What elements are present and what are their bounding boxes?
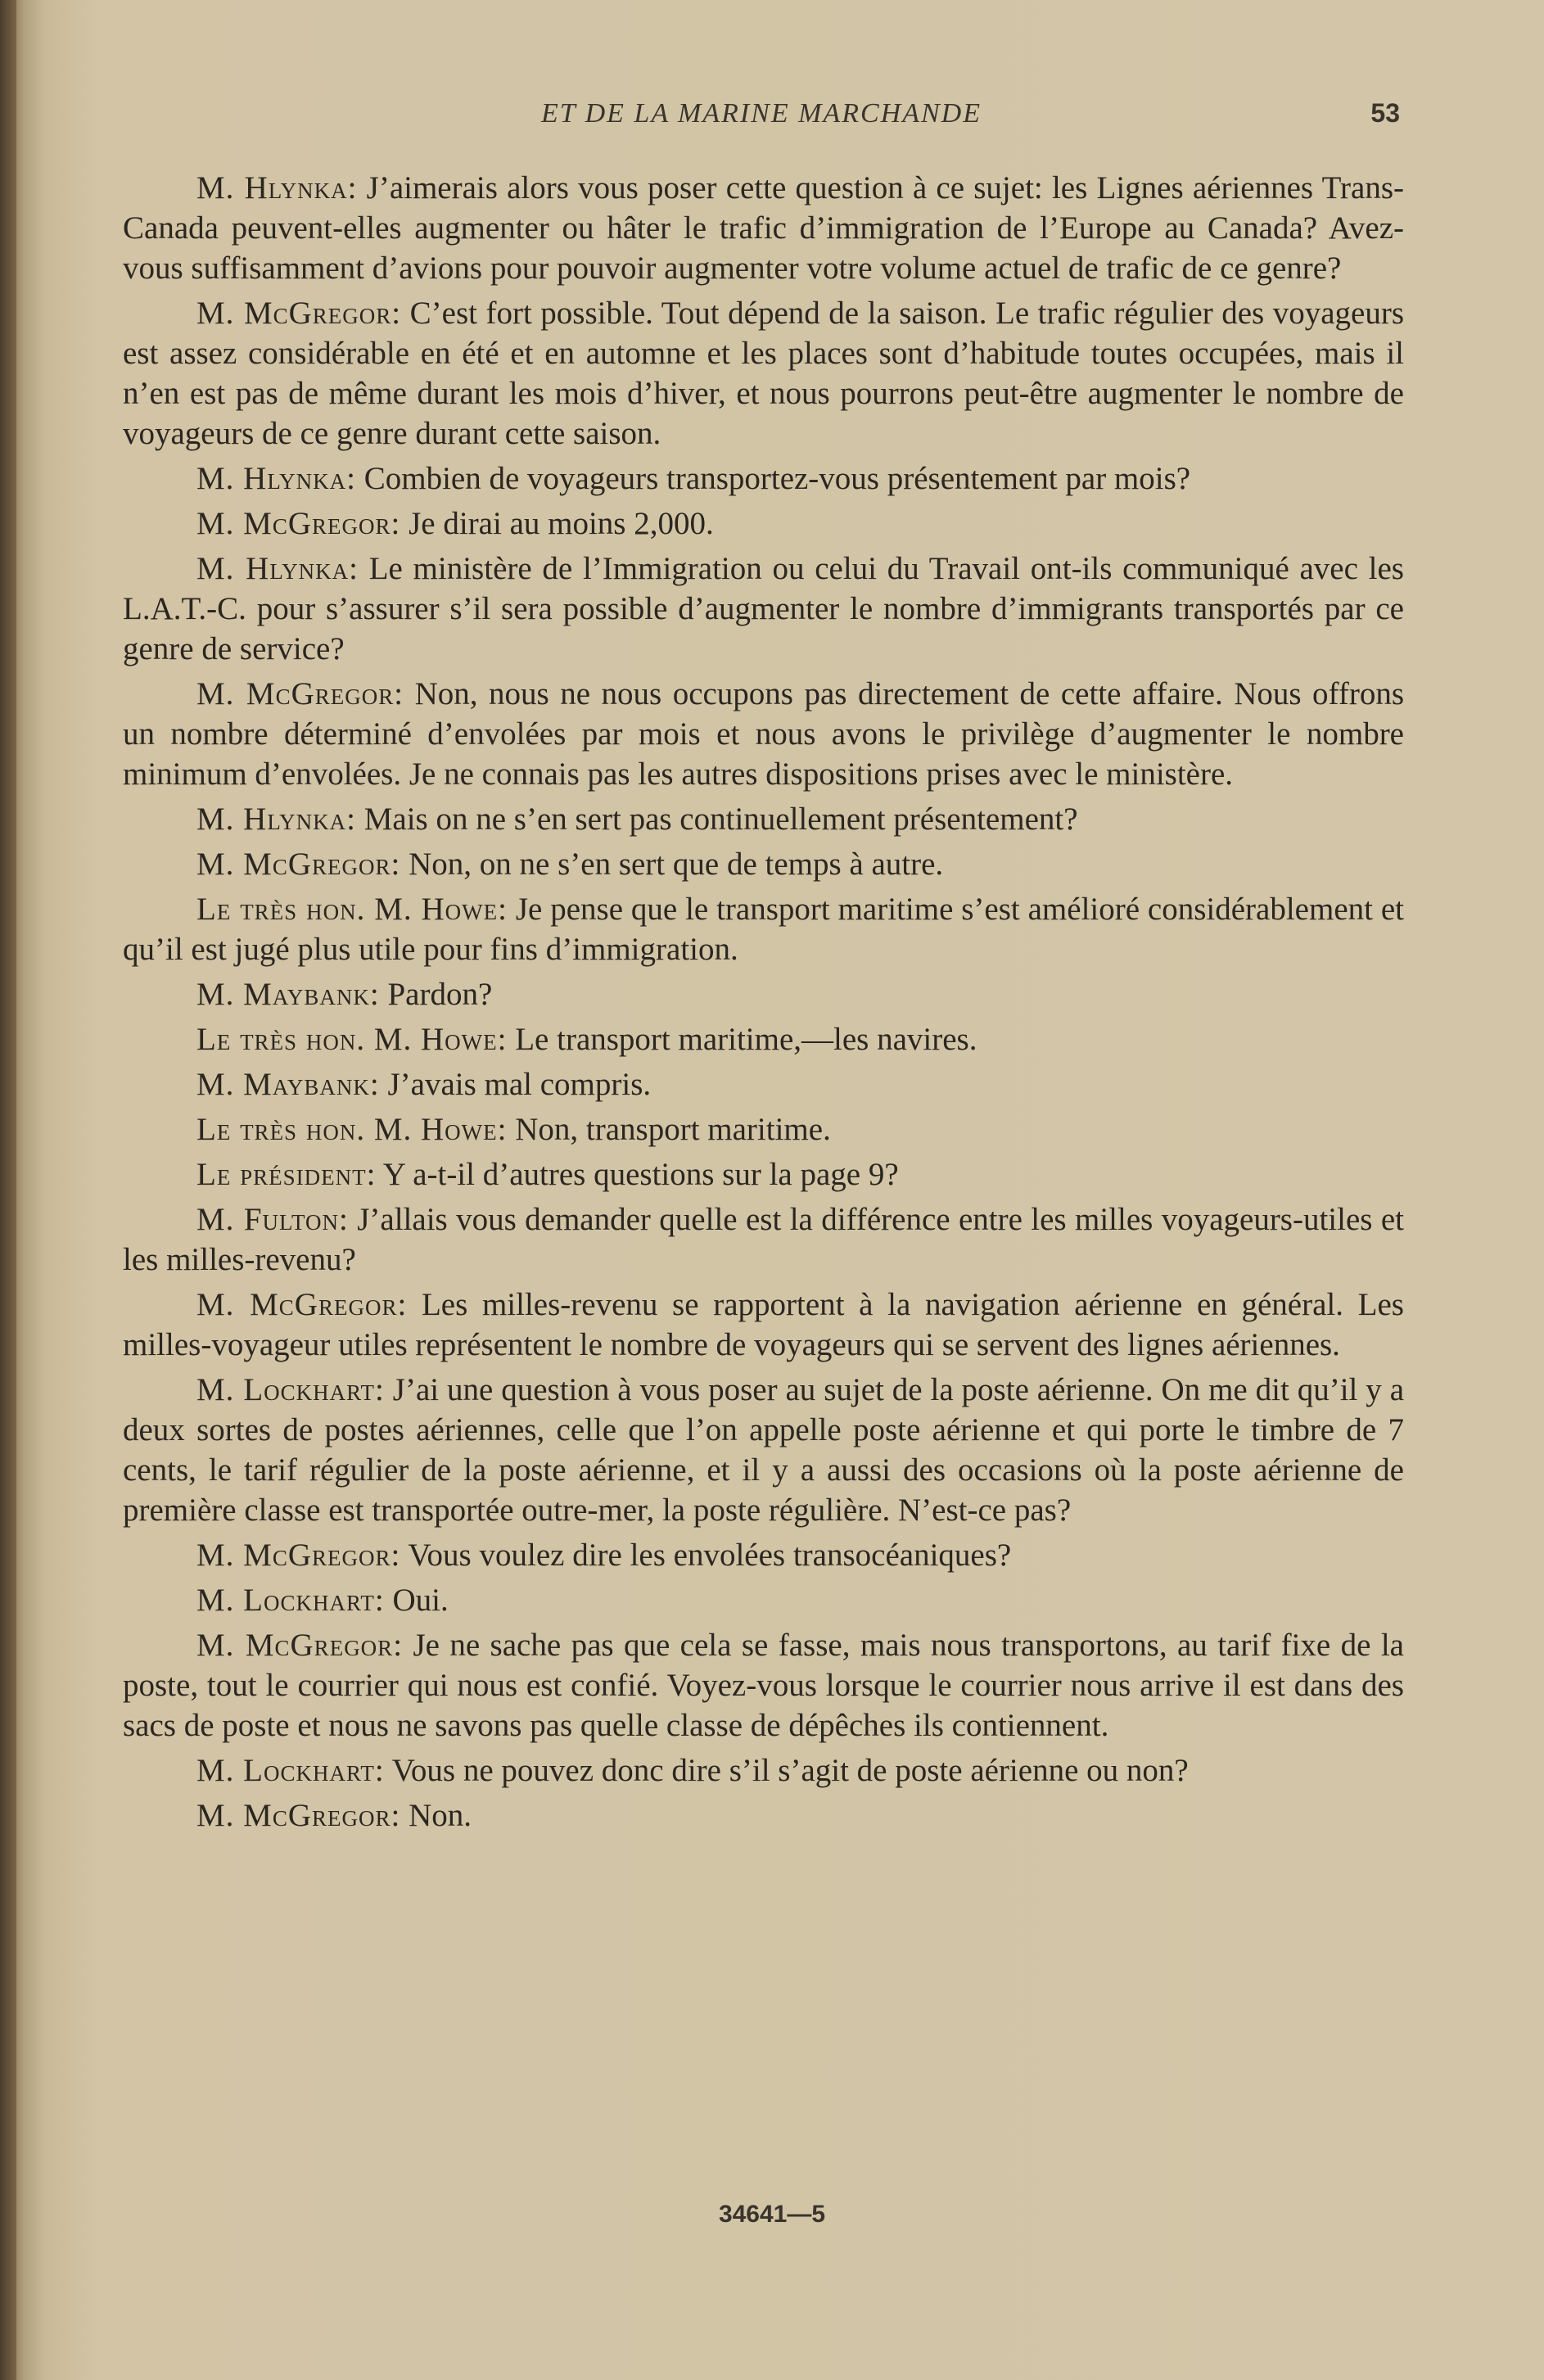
speech-text: J’avais mal compris.: [379, 1067, 652, 1102]
transcript-paragraph: [123, 1795, 1404, 1836]
transcript-paragraph: [123, 549, 1404, 669]
speech-text: Je pense que le transport maritime s’est amélioré considérablement et qu’il est jugé plus utile pour fins d’immigration.: [123, 892, 1404, 967]
speech-text: Je dirai au moins 2,000.: [400, 506, 714, 541]
speech-text: J’aimerais alors vous poser cette question à ce sujet: les Lignes aériennes Trans-Canada peuvent-elles augmenter ou hâter le trafic d’immigration de l’Europe au Canada? Avez-vous suffisamment d’avions pour pouvoir augmenter votre volume actuel de trafic de ce genre?: [123, 170, 1405, 286]
speech-text: Vous ne pouvez donc dire s’il s’agit de poste aérienne ou non?: [384, 1753, 1189, 1788]
speech-text: Je ne sache pas que cela se fasse, mais nous transportons, au tarif fixe de la poste, tout le courrier qui nous est confié. Voyez-vous lorsque le courrier nous arrive il est dans des sacs de poste et nous ne savons pas quelle classe de dépêches ils contiennent.: [123, 1628, 1404, 1743]
speaker-name: M. Hlynka:: [196, 802, 356, 837]
print-code: 34641—5: [718, 2201, 826, 2228]
transcript-paragraph: [123, 1285, 1404, 1365]
running-head: [123, 92, 1400, 141]
speaker-name: M. Fulton:: [196, 1202, 349, 1237]
speaker-name: M. Lockhart:: [196, 1753, 385, 1788]
speech-text: Non, on ne s’en sert que de temps à autre.: [400, 847, 944, 882]
speaker-name: M. McGregor:: [196, 506, 401, 541]
speech-text: Le ministère de l’Immigration ou celui du Travail ont-ils communiqué avec les L.A.T.-C. pour s’assurer s’il sera possible d’augmenter le nombre d’immigrants transportés par ce genre de service?: [123, 551, 1404, 666]
transcript-paragraph: [123, 799, 1404, 839]
speech-text: Non, transport maritime.: [507, 1112, 831, 1147]
speech-text: J’allais vous demander quelle est la différence entre les milles voyageurs-utiles et les milles-revenu?: [123, 1202, 1405, 1277]
speech-text: J’ai une question à vous poser au sujet de la poste aérienne. On me dit qu’il y a deux sortes de postes aériennes, celle que l’on appelle poste aérienne et qui porte le timbre de 7 cents, le tarif régulier de la poste aérienne, et il y a aussi des occasions où la poste aérienne de première classe est transportée outre-mer, la poste régulière. N’est-ce pas?: [123, 1372, 1405, 1528]
transcript-paragraph: [123, 889, 1404, 969]
transcript-paragraph: [123, 1109, 1404, 1149]
speech-text: Y a-t-il d’autres questions sur la page 9?: [376, 1157, 899, 1192]
transcript-paragraph: [123, 1535, 1404, 1575]
speech-text: C’est fort possible. Tout dépend de la saison. Le trafic régulier des voyageurs est assez considérable en été et en automne et les places sont d’habitude toutes occupées, mais il n’en est pas de même durant les mois d’hiver, et nous pourrons peut-être augmenter le nombre de voyageurs de ce genre durant cette saison.: [123, 296, 1404, 451]
speech-text: Les milles-revenu se rapportent à la navigation aérienne en général. Les milles-voyageur utiles représentent le nombre de voyageurs qui se servent des lignes aériennes.: [123, 1287, 1404, 1362]
transcript-paragraph: [123, 1750, 1404, 1791]
speech-text: Vous voulez dire les envolées transocéaniques?: [400, 1538, 1012, 1573]
transcript-paragraph: [123, 293, 1404, 454]
speech-text: Oui.: [384, 1583, 449, 1618]
transcript-paragraph: [123, 504, 1404, 544]
speaker-name: M. McGregor:: [196, 1628, 404, 1663]
speaker-name: Le très hon. M. Howe:: [196, 1112, 508, 1147]
speaker-name: M. Lockhart:: [196, 1372, 385, 1407]
binding-edge: [0, 0, 16, 2380]
speaker-name: M. McGregor:: [196, 676, 404, 711]
transcript-paragraph: [123, 1580, 1404, 1620]
transcript-paragraph: [123, 1199, 1404, 1280]
speaker-name: M. Hlynka:: [196, 170, 358, 205]
speech-text: Le transport maritime,—les navires.: [507, 1022, 977, 1057]
speaker-name: Le très hon. M. Howe:: [196, 892, 508, 927]
transcript-paragraph: [123, 1064, 1404, 1104]
speaker-name: M. McGregor:: [196, 1287, 408, 1322]
transcript-paragraph: [123, 168, 1404, 288]
speaker-name: M. McGregor:: [196, 296, 402, 331]
speaker-name: Le président:: [196, 1157, 377, 1192]
transcript-paragraph: [123, 1625, 1404, 1745]
speaker-name: Le très hon. M. Howe:: [196, 1022, 508, 1057]
speech-text: Mais on ne s’en sert pas continuellement présentement?: [355, 802, 1078, 837]
speaker-name: M. Hlynka:: [196, 461, 356, 496]
transcript-paragraph: [123, 1154, 1404, 1195]
transcript-paragraph: [123, 1370, 1404, 1530]
transcript-paragraph: [123, 974, 1404, 1014]
speaker-name: M. Hlynka:: [196, 551, 359, 586]
speaker-name: M. Lockhart:: [196, 1583, 385, 1618]
speech-text: Non.: [400, 1798, 472, 1833]
transcript-paragraph: [123, 458, 1404, 499]
speaker-name: M. McGregor:: [196, 1798, 401, 1833]
speaker-name: M. Maybank:: [196, 1067, 380, 1102]
speaker-name: M. Maybank:: [196, 977, 380, 1012]
transcript-paragraph: [123, 1019, 1404, 1059]
page-number: 53: [1370, 98, 1400, 128]
transcript-body: [123, 168, 1404, 1840]
speaker-name: M. McGregor:: [196, 847, 401, 882]
transcript-paragraph: [123, 674, 1404, 794]
speech-text: Combien de voyageurs transportez-vous présentement par mois?: [355, 461, 1191, 496]
running-title: ET DE LA MARINE MARCHANDE: [541, 98, 982, 129]
transcript-paragraph: [123, 844, 1404, 884]
speech-text: Pardon?: [379, 977, 493, 1012]
speech-text: Non, nous ne nous occupons pas directement de cette affaire. Nous offrons un nombre déterminé d’envolées par mois et nous avons le privilège d’augmenter le nombre minimum d’envolées. Je ne connais pas les autres dispositions prises avec le ministère.: [123, 676, 1404, 792]
speaker-name: M. McGregor:: [196, 1538, 401, 1573]
